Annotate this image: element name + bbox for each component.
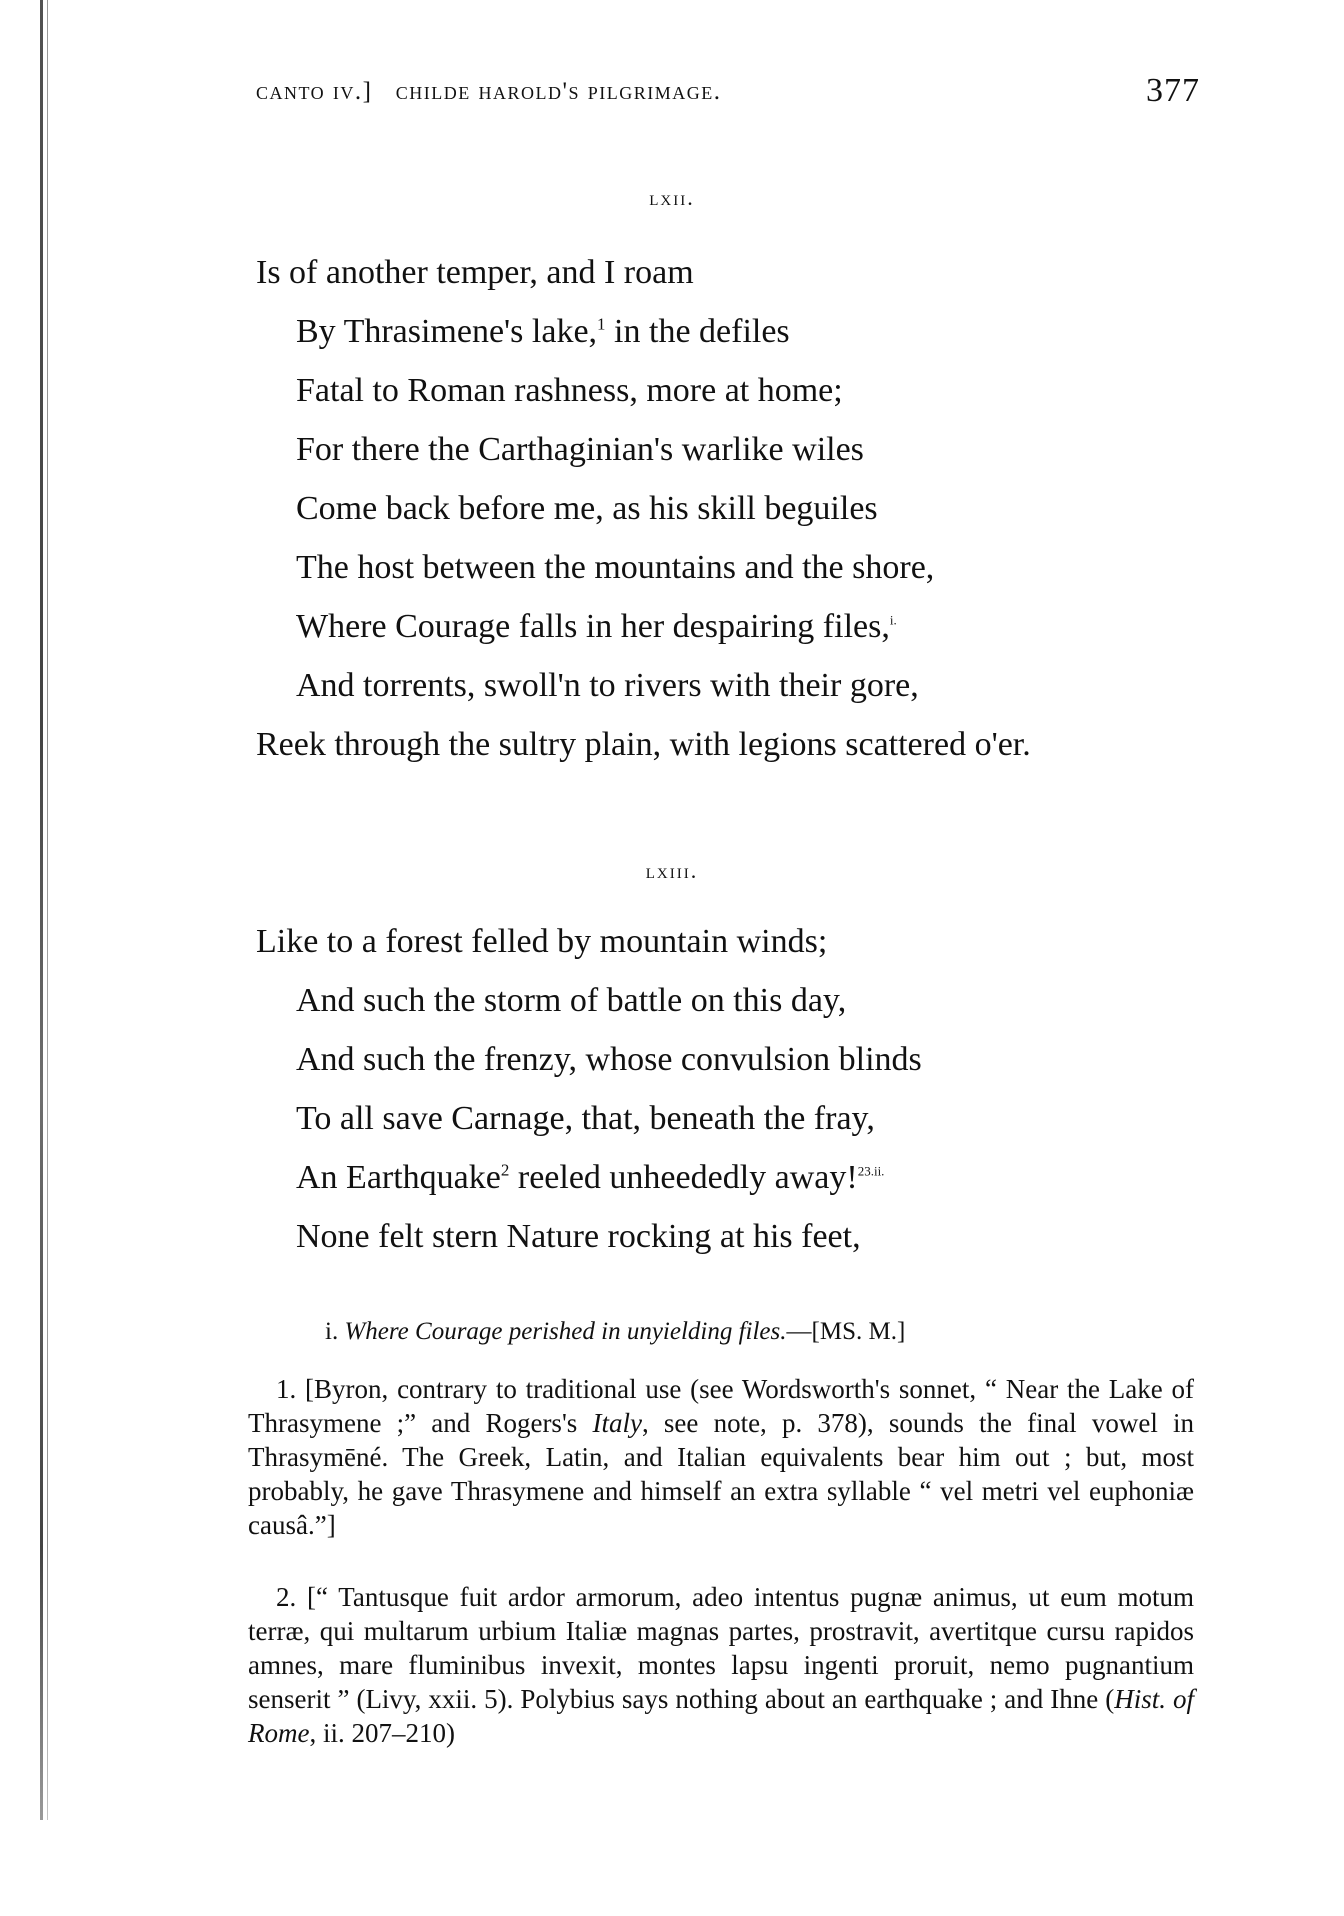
- page-number: 377: [1146, 72, 1200, 109]
- verse-line: [296, 607, 897, 647]
- verse-line: For there the Carthaginian's warlike wiles: [296, 431, 864, 468]
- footnote-text: , see note, p. 378), sounds the final vowel in Thrasymēné. The Greek, Latin, and Italian equivalents bear him out ; but, most probably, he gave Thrasymene and himself an extra syllable “ vel metri vel euphoniæ causâ.”]: [248, 1408, 1195, 1540]
- stanza-number-63: lxiii.: [645, 858, 699, 883]
- variant-mark: i.: [889, 612, 897, 628]
- verse-line-part: Where Courage falls in her despairing files,: [296, 608, 890, 645]
- verse-line: None felt stern Nature rocking at his feet,: [296, 1218, 861, 1255]
- running-head-title: childe harold's pilgrimage.: [395, 78, 722, 105]
- verse-line: To all save Carnage, that, beneath the fray,: [296, 1100, 875, 1137]
- footnote-mark: 1: [597, 314, 606, 334]
- variant-mark: 23.ii.: [857, 1163, 885, 1179]
- running-header: [256, 72, 1200, 112]
- verse-line-part: By Thrasimene's lake,: [296, 313, 598, 350]
- footnote-text: 2. [“ Tantusque fuit ardor armorum, adeo intentus pugnæ animus, ut eum motum terræ, qui multarum urbium Italiæ magnas partes, prostravit, avertitque cursu rapidos amnes, mare fluminibus invexit, montes lapsu ingenti proruit, nemo pugnantium senserit ” (Livy, xxii. 5). Polybius says nothing about an earthquake ; and Ihne (: [248, 1582, 1194, 1714]
- variant-label: i.: [325, 1318, 339, 1345]
- verse-line: Is of another temper, and I roam: [256, 254, 694, 291]
- verse-line: And such the frenzy, whose convulsion blinds: [296, 1041, 922, 1078]
- binding-gutter-line: [40, 0, 43, 1820]
- verse-line: Reek through the sultry plain, with legions scattered o'er.: [256, 726, 1031, 763]
- verse-line: Come back before me, as his skill beguiles: [296, 490, 878, 527]
- verse-line: And torrents, swoll'n to rivers with their gore,: [296, 667, 919, 704]
- verse-line: [296, 312, 790, 352]
- verse-line-part: in the defiles: [614, 313, 790, 350]
- verse-line-part: reeled unheededly away!: [517, 1159, 858, 1196]
- running-head-text: [256, 78, 722, 106]
- verse-line: And such the storm of battle on this day,: [296, 982, 847, 1019]
- footnote-1: [248, 1372, 1194, 1542]
- verse-line: Fatal to Roman rashness, more at home;: [296, 372, 843, 409]
- variant-source: —[MS. M.]: [786, 1318, 906, 1345]
- running-head-canto: canto iv.]: [256, 78, 373, 105]
- variant-reading: [325, 1318, 905, 1346]
- footnote-text: , ii. 207–210): [309, 1718, 455, 1748]
- stanza-number-62: lxii.: [649, 185, 695, 210]
- verse-line: The host between the mountains and the shore,: [296, 549, 935, 586]
- footnote-mark: 2: [500, 1160, 510, 1180]
- footnote-2: [248, 1580, 1194, 1750]
- verse-line: Like to a forest felled by mountain winds;: [256, 923, 828, 960]
- verse-line: [296, 1158, 884, 1198]
- footnote-italic: Hist. of Rome: [248, 1684, 1194, 1748]
- footnote-text: 1. [Byron, contrary to traditional use (see Wordsworth's sonnet, “ Near the Lake of Thrasymene ;” and Rogers's: [248, 1374, 1194, 1438]
- footnote-italic: Italy: [592, 1408, 642, 1438]
- variant-text: Where Courage perished in unyielding files.: [344, 1318, 787, 1345]
- verse-line-part: An Earthquake: [296, 1159, 501, 1196]
- binding-gutter-line-inner: [47, 0, 48, 1820]
